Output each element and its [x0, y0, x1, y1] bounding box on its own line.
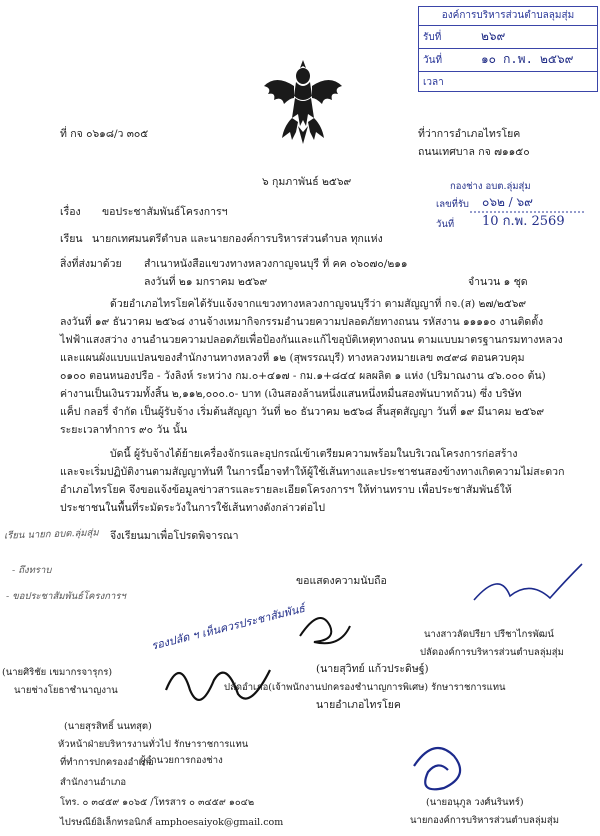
body-line: บัดนี้ ผู้รับจ้างได้ย้ายเครื่องจักรและอุปกรณ์เข้าเตรียมความพร้อมในบริเวณโครงการก่อสร้าง — [110, 448, 518, 460]
letter-date: ๖ กุมภาพันธ์ ๒๕๖๙ — [262, 176, 352, 188]
footer-email: ไปรษณีย์อิเล็กทรอนิกส์ amphoesaiyok@gmail.com — [60, 817, 284, 828]
attachment-text: สำเนาหนังสือแขวงทางหลวงกาญจนบุรี ที่ คค ๐๖๐๗๐/๒๑๑ — [144, 258, 408, 270]
attachment-label: สิ่งที่ส่งมาด้วย — [60, 258, 122, 270]
receive-stamp-date-row — [419, 49, 597, 72]
footer-phone: โทร. ๐ ๓๔๕๙ ๑๐๖๕ /โทรสาร ๐ ๓๔๕๙ ๑๐๔๒ — [60, 797, 255, 808]
receive-stamp-time-row — [419, 71, 597, 93]
deputy-position-2: ผู้อำนวยการกองช่าง — [140, 755, 223, 766]
deputy-position-1: หัวหน้าฝ่ายบริหารงานทั่วไป รักษาราชการแทน — [58, 739, 249, 750]
body-line: แค็ป กลอรี่ จำกัด เป็นผู้รับจ้าง เริ่มต้นสัญญา วันที่ ๒๐ ธันวาคม ๒๕๖๘ สิ้นสุดสัญญา วันที่ ๑๙ มีนาคม ๒๕๖๙ — [60, 406, 545, 418]
department-stamp-no-value: ๐๖๒ / ๖๙ — [482, 195, 533, 209]
body-line: ค่างานเป็นเงินรวมทั้งสิ้น ๒,๑๑๒,๐๐๐.๐- บาท (เงินสองล้านหนึ่งแสนหนึ่งหมื่นสองพันบาทถ้วน) ซึ่ง บริษัท — [60, 388, 522, 400]
engineer-name: (นายศิริชัย เขมากรจารุกร) — [2, 667, 113, 678]
closing-request: จึงเรียนมาเพื่อโปรดพิจารณา — [110, 530, 239, 542]
receive-number-label: รับที่ — [423, 32, 442, 43]
clerk-name: นางสาวลัดปรียา ปรีชาไกรพัฒน์ — [424, 629, 554, 640]
handwritten-note-1: เรียน นายก อบต.ลุ่มสุ่ม — [3, 527, 99, 542]
office-address: ถนนเทศบาล กจ ๗๑๑๕๐ — [418, 146, 530, 158]
mayor-signature-icon — [404, 736, 474, 796]
body-line: ระยะเวลาทำการ ๙๐ วัน นั้น — [60, 424, 188, 436]
department-stamp-date-value: 10 ก.พ. 2569 — [482, 214, 565, 229]
handwritten-note-2: - ถึงทราบ — [12, 565, 52, 576]
signer-position: ปลัดอำเภอ(เจ้าพนักงานปกครองชำนาญการพิเศษ) รักษาราชการแทน — [224, 682, 506, 693]
garuda-emblem-icon — [262, 56, 344, 144]
receive-stamp-number-row — [419, 26, 597, 49]
recipient-text: นายกเทศมนตรีตำบล และนายกองค์การบริหารส่วนตำบล ทุกแห่ง — [92, 233, 383, 245]
handwritten-middle-note: รองปลัด ฯ เห็นควรประชาสัมพันธ์ — [150, 601, 307, 653]
body-line: อำเภอไทรโยค จึงขอแจ้งข้อมูลข่าวสารและรายละเอียดโครงการฯ ให้ท่านทราบ เพื่อประชาสัมพันธ์ให้ — [60, 484, 512, 496]
respect-closing: ขอแสดงความนับถือ — [296, 575, 387, 587]
subject-label: เรื่อง — [60, 206, 81, 218]
signer-name: (นายสุวิทย์ แก้วประดิษฐ์) — [316, 663, 429, 675]
body-line: ด้วยอำเภอไทรโยคได้รับแจ้งจากแขวงทางหลวงกาญจนบุรีว่า ตามสัญญาที่ กจ.(ส) ๒๗/๒๕๖๙ — [110, 298, 527, 310]
signer-position-2: นายอำเภอไทรโยค — [316, 699, 401, 711]
receive-stamp — [418, 6, 598, 92]
subject-text: ขอประชาสัมพันธ์โครงการฯ — [102, 206, 228, 218]
receive-time-label: เวลา — [423, 77, 444, 88]
body-line: และแผนผังแบบแปลนของสำนักงานทางหลวงที่ ๑๒ (สุพรรณบุรี) ทางหลวงหมายเลข ๓๔๙๘ ตอนควบคุม — [60, 352, 525, 364]
attachment-date: ลงวันที่ ๒๑ มกราคม ๒๕๖๙ — [144, 276, 268, 288]
department-stamp-title: กองช่าง อบต.ลุ่มสุ่ม — [450, 181, 531, 192]
signature-stroke-icon — [280, 596, 360, 656]
department-stamp-date-label: วันที่ — [436, 219, 455, 230]
body-line: ๐๑๐๐ ตอนหนองปรือ - วังลิงห์ ระหว่าง กม.๐+๔๑๗ - กม.๑+๘๔๔ ผลผลิต ๑ แห่ง (ปริมาณงาน ๔๖.๐๐๐ ต้น) — [60, 370, 546, 382]
mayor-position: นายกองค์การบริหารส่วนตำบลลุ่มสุ่ม — [410, 815, 559, 826]
engineer-position: นายช่างโยธาชำนาญงาน — [14, 685, 118, 696]
recipient-label: เรียน — [60, 233, 83, 245]
handwritten-note-3: - ขอประชาสัมพันธ์โครงการฯ — [6, 591, 126, 602]
footer-section: สำนักงานอำเภอ — [60, 777, 127, 788]
footer-office: ที่ทำการปกครองอำเภอ — [60, 757, 154, 768]
attachment-quantity: จำนวน ๑ ชุด — [468, 276, 528, 288]
receive-date-value: ๑๐ ก.พ. ๒๕๖๙ — [481, 52, 574, 66]
receive-stamp-org: องค์การบริหารส่วนตำบลลุมสุ่ม — [419, 7, 597, 26]
document-number: ที่ กจ ๐๖๑๘/ว ๓๐๕ — [60, 128, 149, 140]
clerk-signature-icon — [470, 560, 590, 620]
office-name: ที่ว่าการอำเภอไทรโยค — [418, 128, 521, 140]
body-line: และจะเริ่มปฏิบัติงานตามสัญญาทันที ในการนี้อาจทำให้ผู้ใช้เส้นทางและประชาชนสองข้างทางเกิดความไม่สะดวก — [60, 466, 565, 478]
mayor-name: (นายอนุภูล วงศ์นรินทร์) — [426, 797, 524, 808]
receive-number-value: ๒๖๙ — [481, 29, 506, 43]
deputy-name: (นายสุรสิทธิ์ นนทสุต) — [64, 721, 152, 732]
clerk-position: ปลัดองค์การบริหารส่วนตำบลลุ่มสุ่ม — [420, 647, 564, 658]
body-line: ลงวันที่ ๑๙ ธันวาคม ๒๕๖๘ งานจ้างเหมากิจกรรมอำนวยความปลอดภัยทางถนน รหัสงาน ๑๑๑๑๐ งานติดตั้ง — [60, 316, 544, 328]
department-stamp-underline — [470, 210, 586, 214]
body-line: ประชาชนในพื้นที่ระมัดระวังในการใช้เส้นทางดังกล่าวต่อไป — [60, 502, 326, 514]
department-stamp — [436, 180, 586, 240]
body-line: ไฟฟ้าแสงสว่าง งานอำนวยความปลอดภัยเพื่อป้องกันและแก้ไขอุบัติเหตุทางถนน ตามแบบมาตรฐานกรมทางหลวง — [60, 334, 563, 346]
department-stamp-no-label: เลขที่รับ — [436, 199, 469, 210]
receive-date-label: วันที่ — [423, 55, 443, 66]
